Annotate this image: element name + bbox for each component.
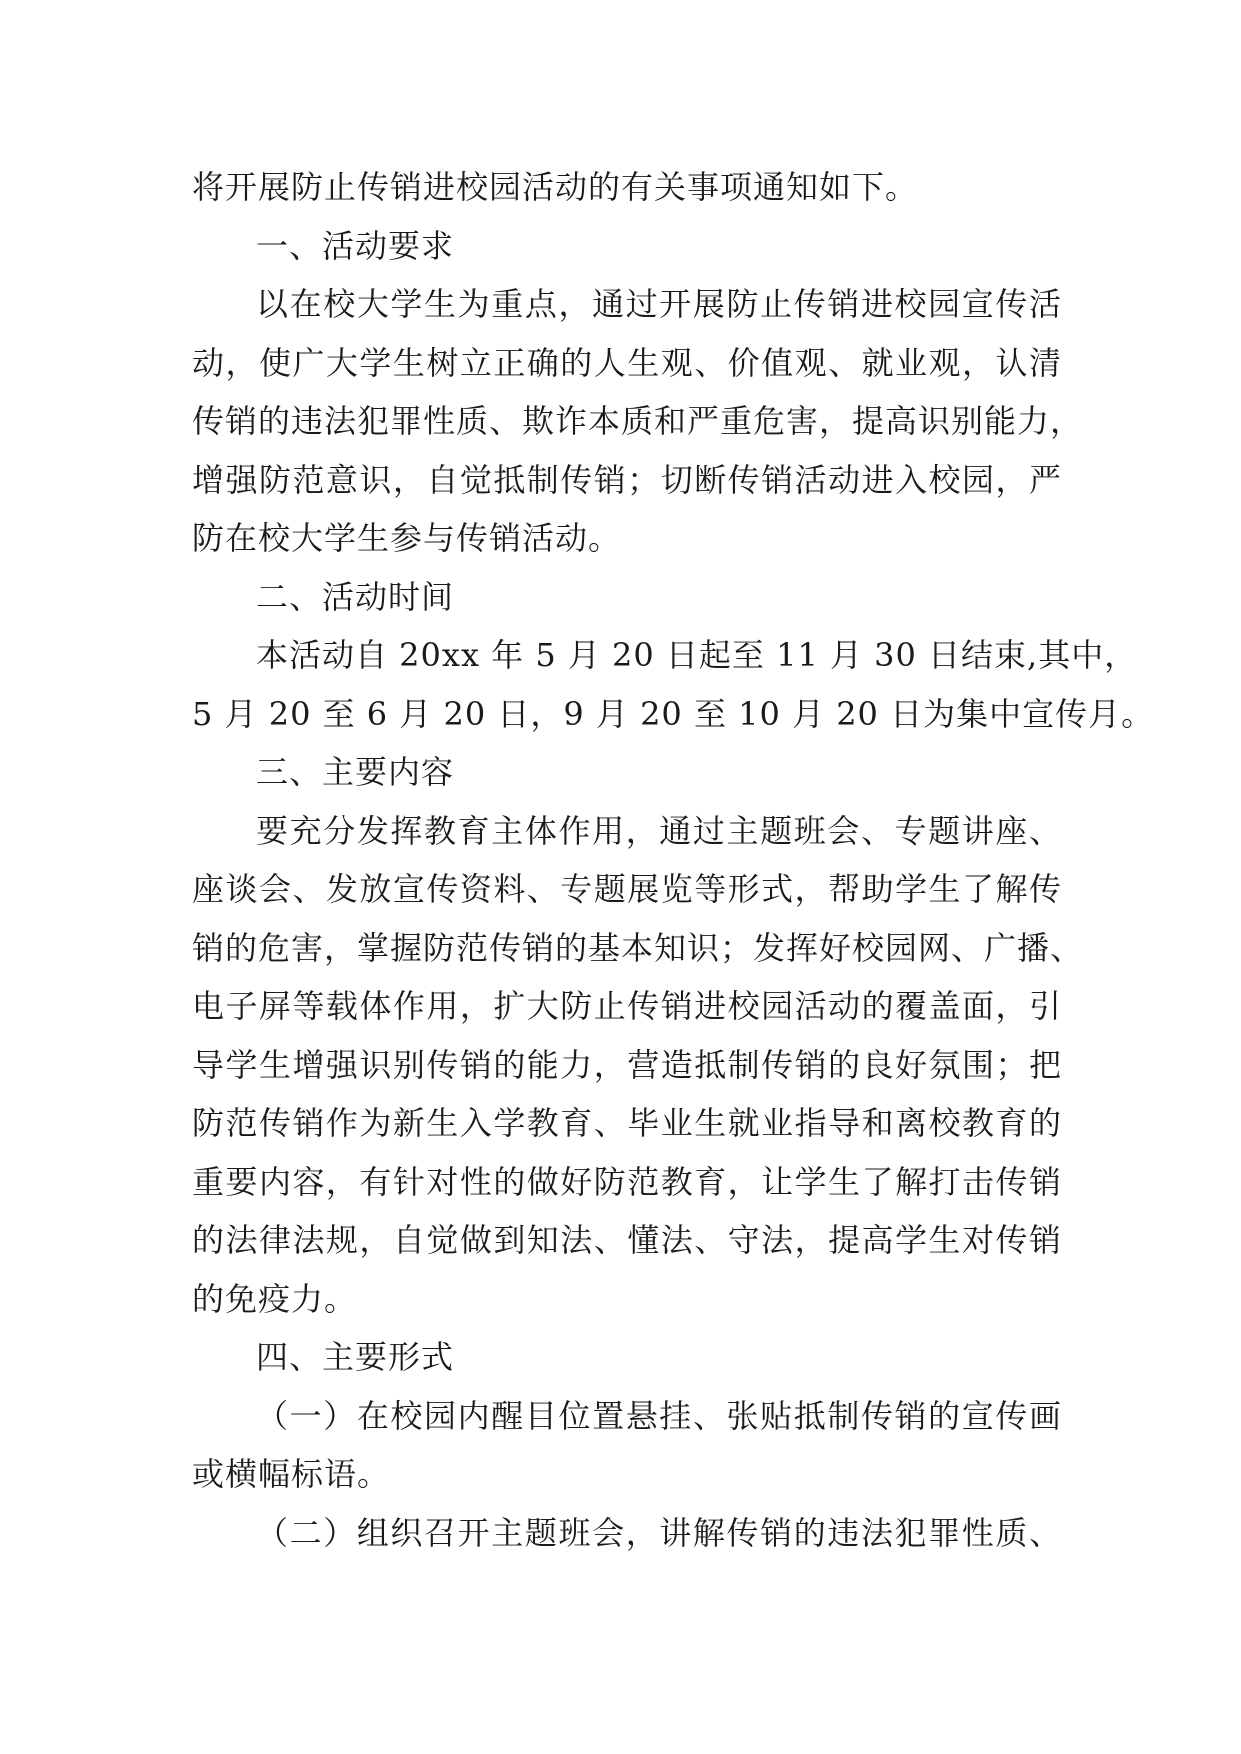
text-line: 增强防范意识，自觉抵制传销；切断传销活动进入校园，严 [192,460,1062,499]
text-line: 的免疫力。 [192,1279,358,1318]
text-line: 5 月 20 至 6 月 20 日，9 月 20 至 10 月 20 日为集中宣传月。 [192,694,1155,733]
text-line: 电子屏等载体作用，扩大防止传销进校园活动的覆盖面，引 [192,987,1062,1025]
text-line: （二）组织召开主题班会，讲解传销的违法犯罪性质、 [256,1513,1062,1552]
text-line: 销的危害，掌握防范传销的基本知识；发挥好校园网、广播、 [192,928,1084,967]
text-line: 防范传销作为新生入学教育、毕业生就业指导和离校教育的 [192,1104,1062,1142]
section-heading-content: 三、主要内容 [256,753,455,791]
text-line: 要充分发挥教育主体作用，通过主题班会、专题讲座、 [256,811,1062,850]
text-line: 或横幅标语。 [192,1455,391,1493]
section-heading-time: 二、活动时间 [256,577,455,616]
text-line: 座谈会、发放宣传资料、专题展览等形式，帮助学生了解传 [192,870,1062,908]
text-line: 防在校大学生参与传销活动。 [192,519,622,557]
text-line: 将开展防止传销进校园活动的有关事项通知如下。 [192,168,919,206]
text-line: 动，使广大学生树立正确的人生观、价值观、就业观，认清 [192,343,1062,382]
section-heading-forms: 四、主要形式 [256,1338,455,1376]
text-line: 传销的违法犯罪性质、欺诈本质和严重危害，提高识别能力， [192,402,1084,440]
text-line: 本活动自 20xx 年 5 月 20 日起至 11 月 30 日结束,其中， [256,636,1138,674]
text-line: 重要内容，有针对性的做好防范教育，让学生了解打击传销 [192,1162,1062,1201]
text-line: （一）在校园内醒目位置悬挂、张贴抵制传销的宣传画 [256,1396,1062,1435]
text-line: 的法律法规，自觉做到知法、懂法、守法，提高学生对传销 [192,1221,1062,1259]
text-line: 导学生增强识别传销的能力，营造抵制传销的良好氛围；把 [192,1045,1062,1084]
text-line: 以在校大学生为重点，通过开展防止传销进校园宣传活 [256,285,1062,323]
section-heading-requirements: 一、活动要求 [256,226,455,265]
document-body [192,158,1155,1562]
